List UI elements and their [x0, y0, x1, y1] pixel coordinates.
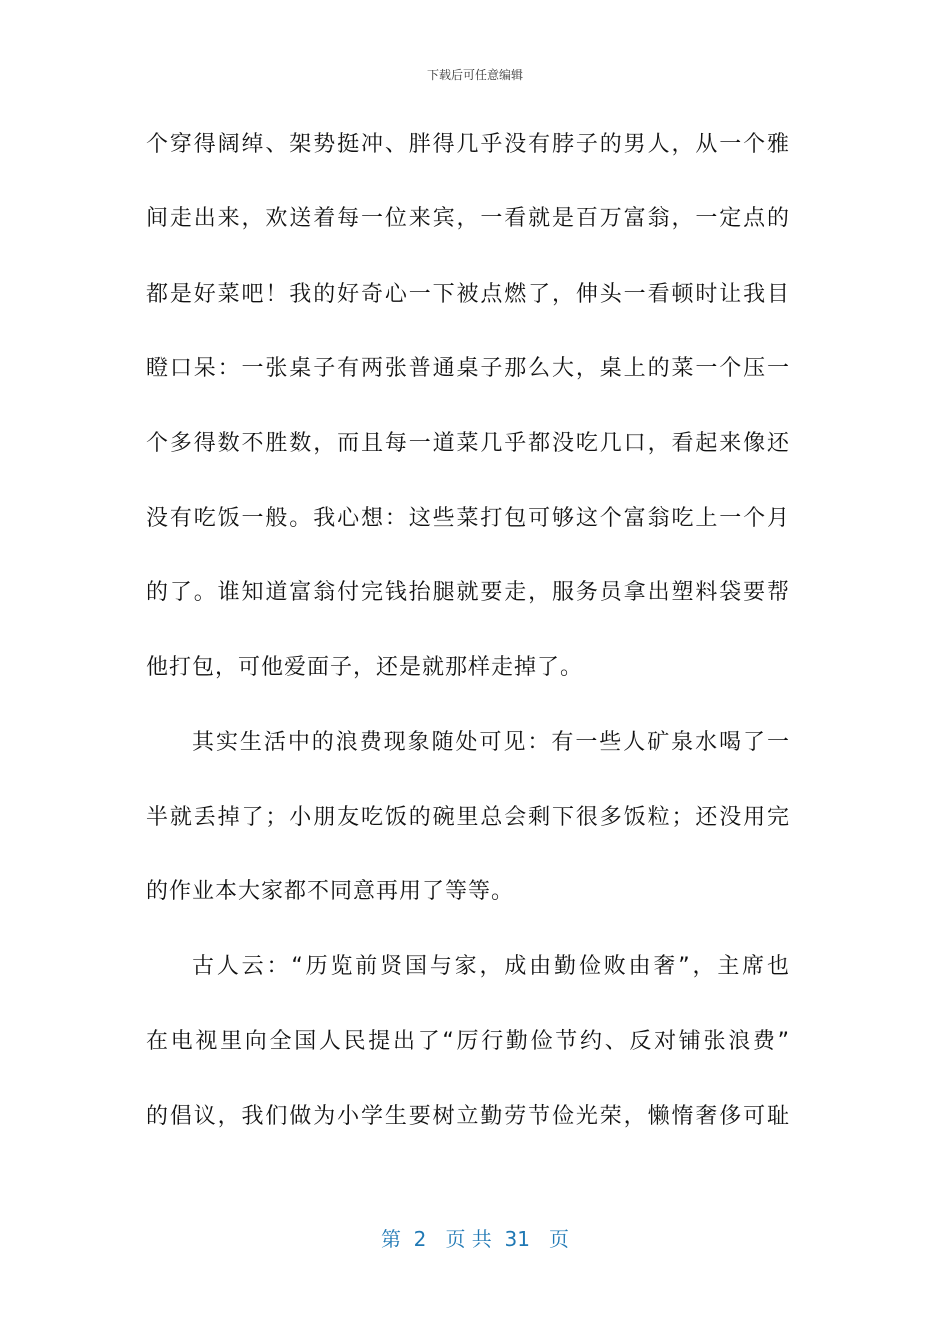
text-line: 瞪口呆：一张桌子有两张普通桌子那么大，桌上的菜一个压一: [146, 356, 790, 381]
paragraph-first-line: 古人云：“历览前贤国与家，成由勤俭败由奢”，主席也: [192, 954, 790, 979]
page-number-footer: 第 2 页 共 31 页: [380, 1227, 570, 1251]
text-line: 的倡议，我们做为小学生要树立勤劳节俭光荣，懒惰奢侈可耻: [146, 1104, 790, 1129]
text-line: 个多得数不胜数，而且每一道菜几乎都没吃几口，看起来像还: [146, 431, 790, 456]
text-line: 个穿得阔绰、架势挺冲、胖得几乎没有脖子的男人，从一个雅: [146, 132, 790, 157]
text-line: 间走出来，欢送着每一位来宾，一看就是百万富翁，一定点的: [146, 206, 790, 231]
text-line: 他打包，可他爱面子，还是就那样走掉了。: [146, 655, 584, 680]
text-line: 都是好菜吧！我的好奇心一下被点燃了，伸头一看顿时让我目: [146, 282, 790, 307]
text-line: 半就丢掉了；小朋友吃饭的碗里总会剩下很多饭粒；还没用完: [146, 805, 790, 830]
paragraph-first-line: 其实生活中的浪费现象随处可见：有一些人矿泉水喝了一: [192, 730, 790, 755]
text-line: 没有吃饭一般。我心想：这些菜打包可够这个富翁吃上一个月: [146, 506, 790, 531]
header-note: 下载后可任意编辑: [426, 68, 523, 82]
text-line: 的作业本大家都不同意再用了等等。: [146, 879, 515, 904]
text-line: 在电视里向全国人民提出了“厉行勤俭节约、反对铺张浪费”: [146, 1029, 790, 1054]
text-line: 的了。谁知道富翁付完钱抬腿就要走，服务员拿出塑料袋要帮: [146, 580, 790, 605]
